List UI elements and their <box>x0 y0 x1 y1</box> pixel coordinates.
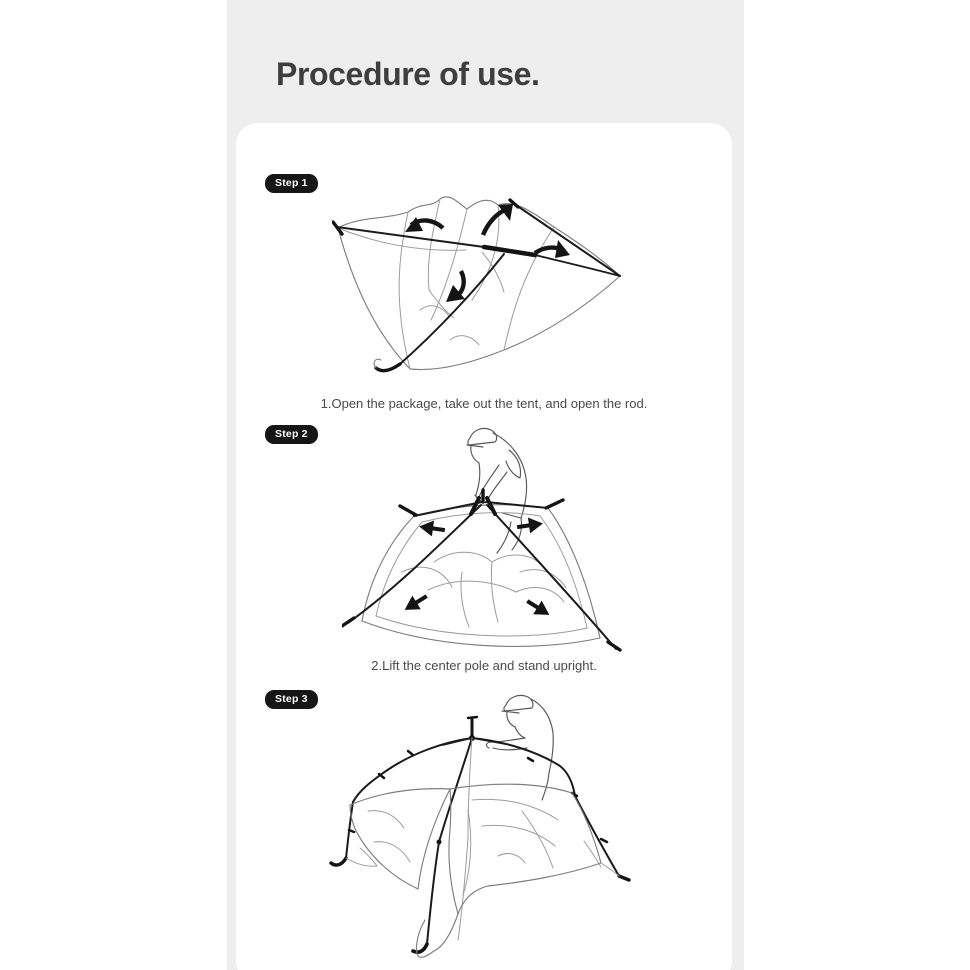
hub-and-poles <box>342 490 620 650</box>
step-2-illustration <box>342 422 662 654</box>
step-1-badge: Step 1 <box>265 174 318 193</box>
direction-arrow-icons <box>400 516 553 622</box>
step-1-illustration <box>332 192 652 387</box>
tent-fabric <box>346 784 619 957</box>
tent-frame <box>331 717 629 952</box>
step-2-caption: 2.Lift the center pole and stand upright. <box>371 658 597 673</box>
step-1-caption: 1.Open the package, take out the tent, and open the rod. <box>320 396 648 411</box>
person-figure <box>467 428 527 553</box>
tent-base-fabric <box>362 505 600 647</box>
step-3-badge: Step 3 <box>265 690 318 709</box>
page-title: Procedure of use. <box>276 56 540 92</box>
tent-poles <box>333 200 620 371</box>
step-2-badge: Step 2 <box>265 425 318 444</box>
instructions-card <box>236 123 732 970</box>
content-column <box>227 0 744 970</box>
step-3-illustration <box>322 690 672 970</box>
